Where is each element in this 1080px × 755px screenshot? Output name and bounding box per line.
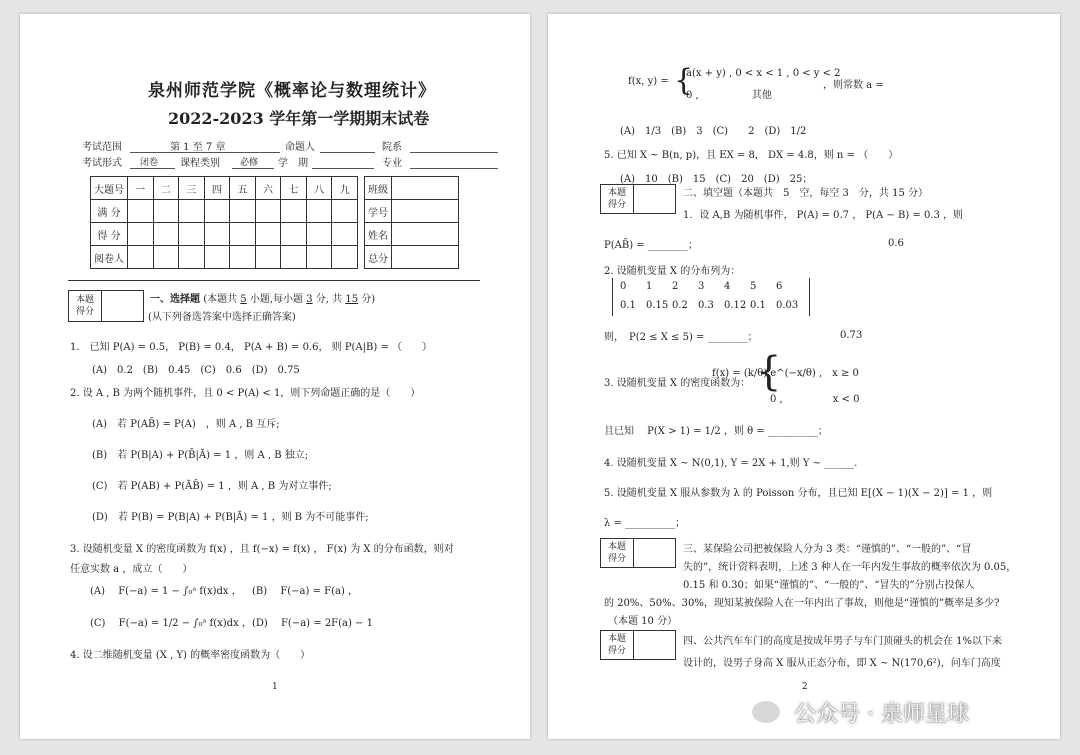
question-3-line1: 3. 设随机变量 X 的密度函数为 f(x) ，且 f(−x) = f(x) ， F(x) 为 X 的分布函数，则对: [70, 544, 454, 555]
matrix-cell: 6: [776, 281, 783, 292]
fill-2: 2. 设随机变量 X 的分布列为：: [604, 266, 741, 277]
fill-5: 5. 设随机变量 X 服从参数为 λ 的 Poisson 分布，且已知 E[(X − 1)(X − 2)] = 1 ，则: [604, 488, 993, 499]
exam-title: 泉州师范学院《概率论与数理统计》: [148, 81, 436, 101]
matrix-cell: 0.12: [724, 300, 747, 311]
dept-label: 院系: [382, 142, 402, 153]
matrix-cell: 5: [750, 281, 757, 292]
question-5: 5. 已知 X ~ B(n, p)，且 EX = 8， DX = 4.8，则 n = （ ）: [604, 150, 899, 161]
section1-meta: (本题共: [203, 294, 238, 305]
scope-value: 第 1 至 7 章: [170, 142, 226, 153]
box-label: 本题: [607, 542, 626, 552]
section4-line2: 设计的，设男子身高 X 服从正态分布，即 X ~ N(170,6²)，问车门高度: [683, 658, 1001, 669]
score-box: [600, 184, 676, 214]
question-1-options: (A) 0.2 (B) 0.45 (C) 0.6 (D) 0.75: [92, 365, 300, 376]
q4-case-2: 0 , 其他: [686, 90, 772, 101]
fill-1: 1．设 A,B 为随机事件， P(A) = 0.7 ， P(A − B) = 0.3 ，则: [683, 210, 964, 221]
section1-header: [150, 290, 375, 305]
matrix-cell: 0: [620, 281, 627, 292]
fill-3-blank: 且已知 P(X > 1) = 1/2 ，则 θ = __________；: [604, 426, 828, 437]
question-3-line2: 任意实数 a ，成立（ ）: [70, 564, 193, 575]
section3-line5: （本题 10 分）: [608, 616, 678, 627]
question-5-options: (A) 10 (B) 15 (C) 20 (D) 25；: [620, 174, 813, 185]
info-label: 姓名: [365, 223, 392, 246]
score-box: [68, 290, 144, 322]
score-box: [600, 538, 676, 568]
question-3-option-c: (C) F(−a) = 1/2 − ∫₀ᵃ f(x)dx ，: [90, 618, 252, 629]
section3-line3: 0.15 和 0.30；如果“谨慎的”、“一般的”、“冒失的”分别占投保人: [683, 580, 975, 591]
category-label: 课程类别: [180, 158, 220, 169]
scope-label: 考试范围: [82, 142, 122, 153]
question-3-option-d: (D) F(−a) = 2F(a) − 1: [252, 618, 373, 629]
section1-total: 15: [345, 294, 359, 305]
score-col-header: 四: [204, 177, 230, 200]
box-label: 本题: [607, 634, 626, 644]
matrix-cell: 3: [698, 281, 705, 292]
q4-function: f(x, y) =: [628, 76, 669, 87]
form-label: 考试形式: [82, 158, 122, 169]
section4-line1: 四、公共汽车车门的高度是按成年男子与车门顶碰头的机会在 1%以下来: [683, 636, 1003, 647]
matrix-cell: 0.1: [750, 300, 766, 311]
section1-meta: 分): [361, 294, 376, 305]
box-label: 本题: [607, 188, 626, 198]
term-label: 学 期: [278, 158, 308, 169]
section1-n: 5: [240, 294, 247, 305]
question-2-option-b: (B) 若 P(B|A) + P(B̄|Ā) = 1 ，则 A , B 独立;: [92, 450, 309, 461]
brace-icon: {: [756, 349, 782, 395]
matrix-cell: 0.2: [672, 300, 688, 311]
score-col-header: 八: [306, 177, 332, 200]
section2-title: 二、填空题（本题共 5 空，每空 3 分，共 15 分）: [683, 188, 928, 199]
major-label: 专业: [382, 158, 402, 169]
fill-3-case-2: 0 , x < 0: [770, 394, 860, 405]
q4-tail: ，则常数 a =: [823, 80, 884, 91]
q4-case-1: a(x + y) , 0 < x < 1 , 0 < y < 2: [686, 68, 841, 79]
fill-3-case-1: f(x) = (k/θ) e^(−x/θ) , x ≥ 0: [712, 368, 859, 379]
score-col-header: 六: [255, 177, 281, 200]
question-3-option-a: (A) F(−a) = 1 − ∫₀ᵃ f(x)dx ，: [90, 586, 242, 597]
fill-3: 3. 设随机变量 X 的密度函数为：: [604, 378, 751, 389]
section1-title: 一、选择题: [150, 294, 200, 305]
student-info-table: [364, 176, 459, 269]
box-label: 得分: [607, 646, 626, 656]
question-2-option-a: (A) 若 P(AB̄) = P(A) ，则 A , B 互斥;: [92, 419, 280, 430]
score-col-header: 一: [128, 177, 154, 200]
page-number: 2: [802, 682, 808, 692]
fill-4: 4. 设随机变量 X ~ N(0,1), Y = 2X + 1,则 Y ~ ______.: [604, 458, 858, 469]
section3-line2: 失的”，统计资料表明，上述 3 种人在一年内发生事故的概率依次为 0.05，: [683, 562, 1017, 573]
score-table: [90, 176, 358, 269]
score-row-label: 阅卷人: [91, 246, 128, 269]
score-box: [600, 630, 676, 660]
fill-2-blank: 则， P(2 ≤ X ≤ 5) = ________；: [604, 332, 758, 343]
brace-icon: {: [674, 63, 694, 98]
question-2: 2. 设 A , B 为两个随机事件，且 0 < P(A) < 1，则下列命题正确的是（ ）: [70, 388, 421, 399]
score-col-header: 三: [179, 177, 205, 200]
info-label: 班级: [365, 177, 392, 200]
matrix-cell: 4: [724, 281, 731, 292]
box-label: 得分: [607, 200, 626, 210]
info-label: 总分: [365, 246, 392, 269]
page-number: 1: [272, 682, 278, 692]
score-col-header: 七: [281, 177, 307, 200]
score-col-header: 二: [153, 177, 179, 200]
box-label: 得分: [75, 307, 94, 317]
wechat-icon: [752, 701, 780, 723]
matrix-cell: 2: [672, 281, 679, 292]
matrix-cell: 0.03: [776, 300, 799, 311]
box-label: 本题: [75, 295, 94, 305]
score-col-header: 九: [332, 177, 358, 200]
section1-meta: 分, 共: [315, 294, 343, 305]
exam-page-1: [20, 14, 530, 739]
matrix-cell: 0.3: [698, 300, 714, 311]
fill-1-answer: 0.6: [888, 238, 904, 249]
section3-line4: 的 20%、50%、30%，现知某被保险人在一年内出了事故，则他是“谨慎的”概率是多少?: [604, 598, 1000, 609]
setter-label: 命题人: [285, 142, 315, 153]
score-row-label: 大题号: [91, 177, 128, 200]
distribution-values: [620, 281, 802, 292]
watermark-text: 公众号 · 泉师星球: [794, 702, 969, 727]
section1-meta: 小题,每小题: [249, 294, 304, 305]
box-label: 得分: [607, 554, 626, 564]
section3-line1: 三、某保险公司把被保险人分为 3 类：“谨慎的”、“一般的”、“冒: [683, 544, 972, 555]
fill-1-blank: P(AB̄) = ________；: [604, 240, 698, 251]
score-row-label: 得 分: [91, 223, 128, 246]
question-4: 4. 设二维随机变量 (X , Y) 的概率密度函数为（ ）: [70, 650, 311, 661]
fill-5-blank: λ = __________；: [604, 518, 686, 529]
distribution-probs: [620, 300, 802, 311]
info-label: 学号: [365, 200, 392, 223]
matrix-cell: 0.1: [620, 300, 636, 311]
exam-subtitle: 2022-2023 学年第一学期期末试卷: [168, 109, 430, 128]
section1-pts: 3: [306, 294, 313, 305]
question-1: 1. 已知 P(A) = 0.5， P(B) = 0.4， P(A + B) = 0.6， 则 P(A|B) = （ ）: [70, 342, 433, 353]
section1-note: (从下列备选答案中选择正确答案): [148, 312, 296, 323]
matrix-cell: 0.15: [646, 300, 669, 311]
matrix-cell: 1: [646, 281, 653, 292]
question-3-option-b: (B) F(−a) = F(a) ，: [252, 586, 359, 597]
q4-options: (A) 1/3 (B) 3 (C) 2 (D) 1/2: [620, 126, 807, 137]
score-col-header: 五: [230, 177, 256, 200]
question-2-option-d: (D) 若 P(B) = P(B|A) + P(B|Ā) = 1 ，则 B 为不可能事件;: [92, 512, 369, 523]
question-2-option-c: (C) 若 P(AB) + P(ĀB̄) = 1 ，则 A , B 为对立事件;: [92, 481, 332, 492]
score-row-label: 满 分: [91, 200, 128, 223]
form-value: 闭卷: [140, 158, 159, 168]
category-value: 必修: [240, 158, 259, 168]
exam-page-2: [548, 14, 1060, 739]
fill-2-answer: 0.73: [840, 330, 863, 341]
